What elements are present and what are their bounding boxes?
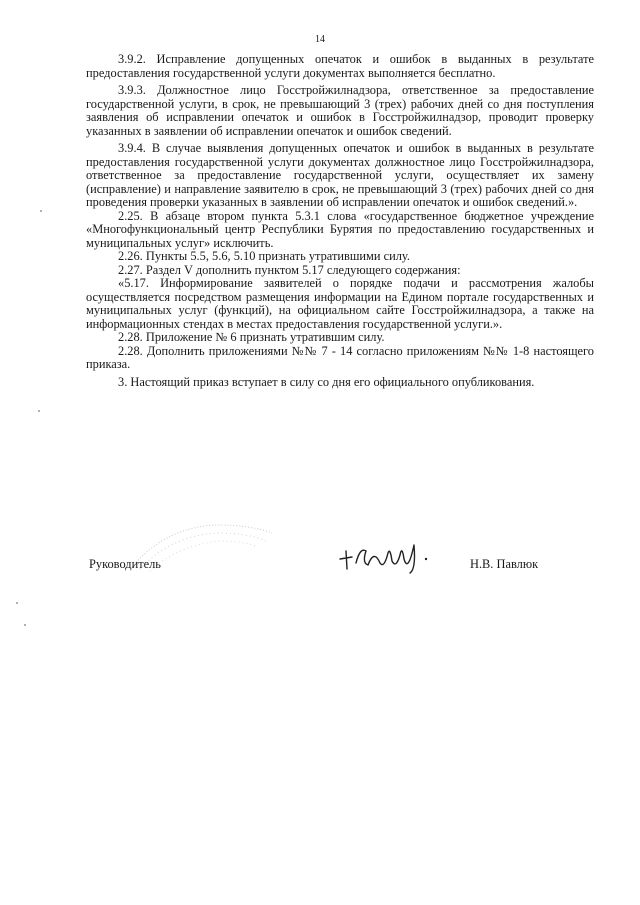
signatory-title: Руководитель [89,557,161,571]
margin-speck-mark [38,208,44,214]
paragraph-3-9-3: 3.9.3. Должностное лицо Госстройжилнадзора, ответственное за предоставление государственной услуги, в срок, не превышающий 3 (трех) рабочих дней со дня поступления заявления об исправлении опечаток и ошибок в Госстройжилнадзор, проводит проверку указанных в заявлении об исправлении опечаток и ошибок сведений. [86,83,594,138]
paragraph-2-26: 2.26. Пункты 5.5, 5.6, 5.10 признать утратившими силу. [118,249,410,263]
paragraph-3-9-2: 3.9.2. Исправление допущенных опечаток и ошибок в выданных в результате предоставления государственной услуги документах выполняется бесплатно. [86,52,594,80]
paragraph-2-27: 2.27. Раздел V дополнить пунктом 5.17 следующего содержания: [118,262,461,277]
margin-speck-mark [14,600,20,606]
margin-speck-mark [36,408,42,414]
document-body [86,53,594,389]
paragraph-2-28-b: 2.28. Дополнить приложениями №№ 7 - 14 согласно приложениям №№ 1-8 настоящего приказа. [86,343,594,371]
signature-block [86,545,594,585]
paragraph-3-9-4: 3.9.4. В случае выявления допущенных опечаток и ошибок в выданных в результате предоставления государственной услуги документах должностное лицо Госстройжилнадзора, ответственное за предоставление государственной услуги, осуществляет их замену (исправление) и направление заявителю в срок, не превышающий 3 (трех) рабочих дней со дня проведения проверки указанных в заявлении об исправлении опечаток и ошибок сведений.». [86,141,594,209]
page-number: 14 [315,34,325,45]
paragraph-3: 3. Настоящий приказ вступает в силу со дня его официального опубликования. [118,374,535,389]
paragraph-2-25: 2.25. В абзаце втором пункта 5.3.1 слова «государственное бюджетное учреждение «Многофункциональный центр Республики Бурятия по предоставлению государственных и муниципальных услуг» исключить. [86,208,594,250]
paragraph-5-17: «5.17. Информирование заявителей о порядке подачи и рассмотрения жалобы осуществляется посредством размещения информации на Едином портале государственных и муниципальных услуг (функций), на официальном сайте Госстройжилнадзора, а также на информационных стендах в местах предоставления государственной услуги.». [86,276,594,331]
signatory-name: Н.В. Павлюк [470,557,539,571]
handwritten-signature [338,539,438,575]
paragraph-2-28-a: 2.28. Приложение № 6 признать утратившим силу. [118,330,385,344]
margin-speck-mark [22,622,28,628]
